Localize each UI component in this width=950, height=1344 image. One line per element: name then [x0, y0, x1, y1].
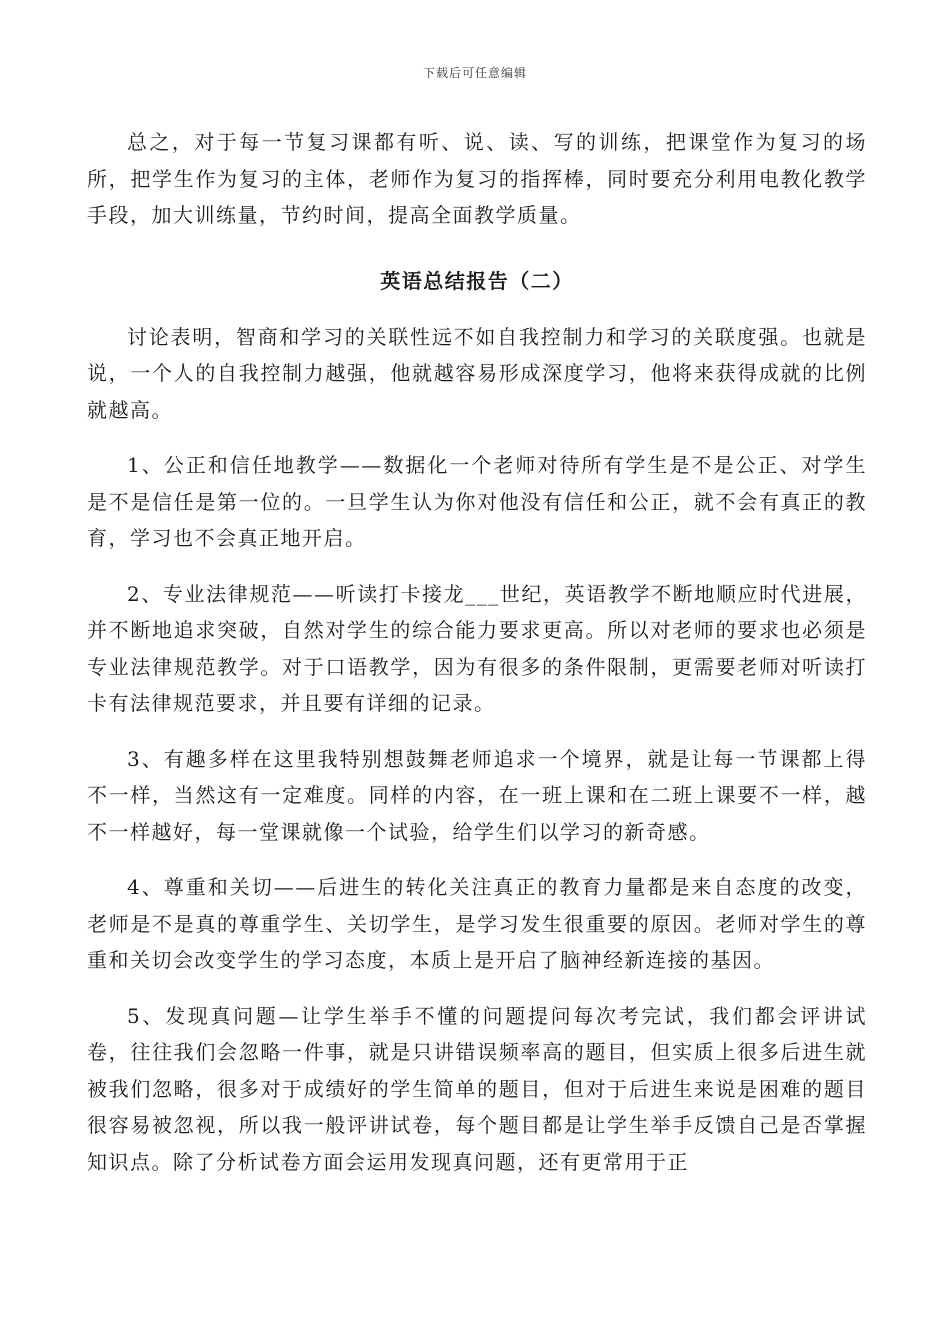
section-title: 英语总结报告（二）	[380, 268, 574, 293]
page-header-note: 下载后可任意编辑	[422, 66, 527, 80]
paragraph-item-1: 1、公正和信任地教学——数据化一个老师对待所有学生是不是公正、对学生是不是信任是第一位的。一旦学生认为你对他没有信任和公正，就不会有真正的教育，学习也不会真正地开启。	[87, 453, 867, 550]
paragraph-item-5: 5、发现真问题—让学生举手不懂的问题提问每次考完试，我们都会评讲试卷，往往我们会忽略一件事，就是只讲错误频率高的题目，但实质上很多后进生就被我们忽略，很多对于成绩好的学生简单的题目，但对于后进生来说是困难的题目很容易被忽视，所以我一般评讲试卷，每个题目都是让学生举手反馈自己是否掌握知识点。除了分析试卷方面会运用发现真问题，还有更常用于正	[87, 1003, 867, 1174]
document-body	[87, 124, 867, 1180]
intro-paragraph: 总之，对于每一节复习课都有听、说、读、写的训练，把课堂作为复习的场所，把学生作为复习的主体，老师作为复习的指挥棒，同时要充分利用电教化教学手段，加大训练量，节约时间，提高全面教学质量。	[87, 130, 867, 227]
paragraph-research: 讨论表明，智商和学习的关联性远不如自我控制力和学习的关联度强。也就是说，一个人的自我控制力越强，他就越容易形成深度学习，他将来获得成就的比例就越高。	[87, 324, 867, 422]
paragraph-item-2: 2、专业法律规范——听读打卡接龙___世纪，英语教学不断地顺应时代进展，并不断地追求突破，自然对学生的综合能力要求更高。所以对老师的要求也必须是专业法律规范教学。对于口语教学，因为有很多的条件限制，更需要老师对听读打卡有法律规范要求，并且要有详细的记录。	[87, 581, 867, 715]
paragraph-item-4: 4、尊重和关切——后进生的转化关注真正的教育力量都是来自态度的改变，老师是不是真的尊重学生、关切学生，是学习发生很重要的原因。老师对学生的尊重和关切会改变学生的学习态度，本质上是开启了脑神经新连接的基因。	[87, 875, 867, 972]
paragraph-item-3: 3、有趣多样在这里我特别想鼓舞老师追求一个境界，就是让每一节课都上得不一样，当然这有一定难度。同样的内容，在一班上课和在二班上课要不一样，越不一样越好，每一堂课就像一个试验，给学生们以学习的新奇感。	[87, 746, 867, 844]
